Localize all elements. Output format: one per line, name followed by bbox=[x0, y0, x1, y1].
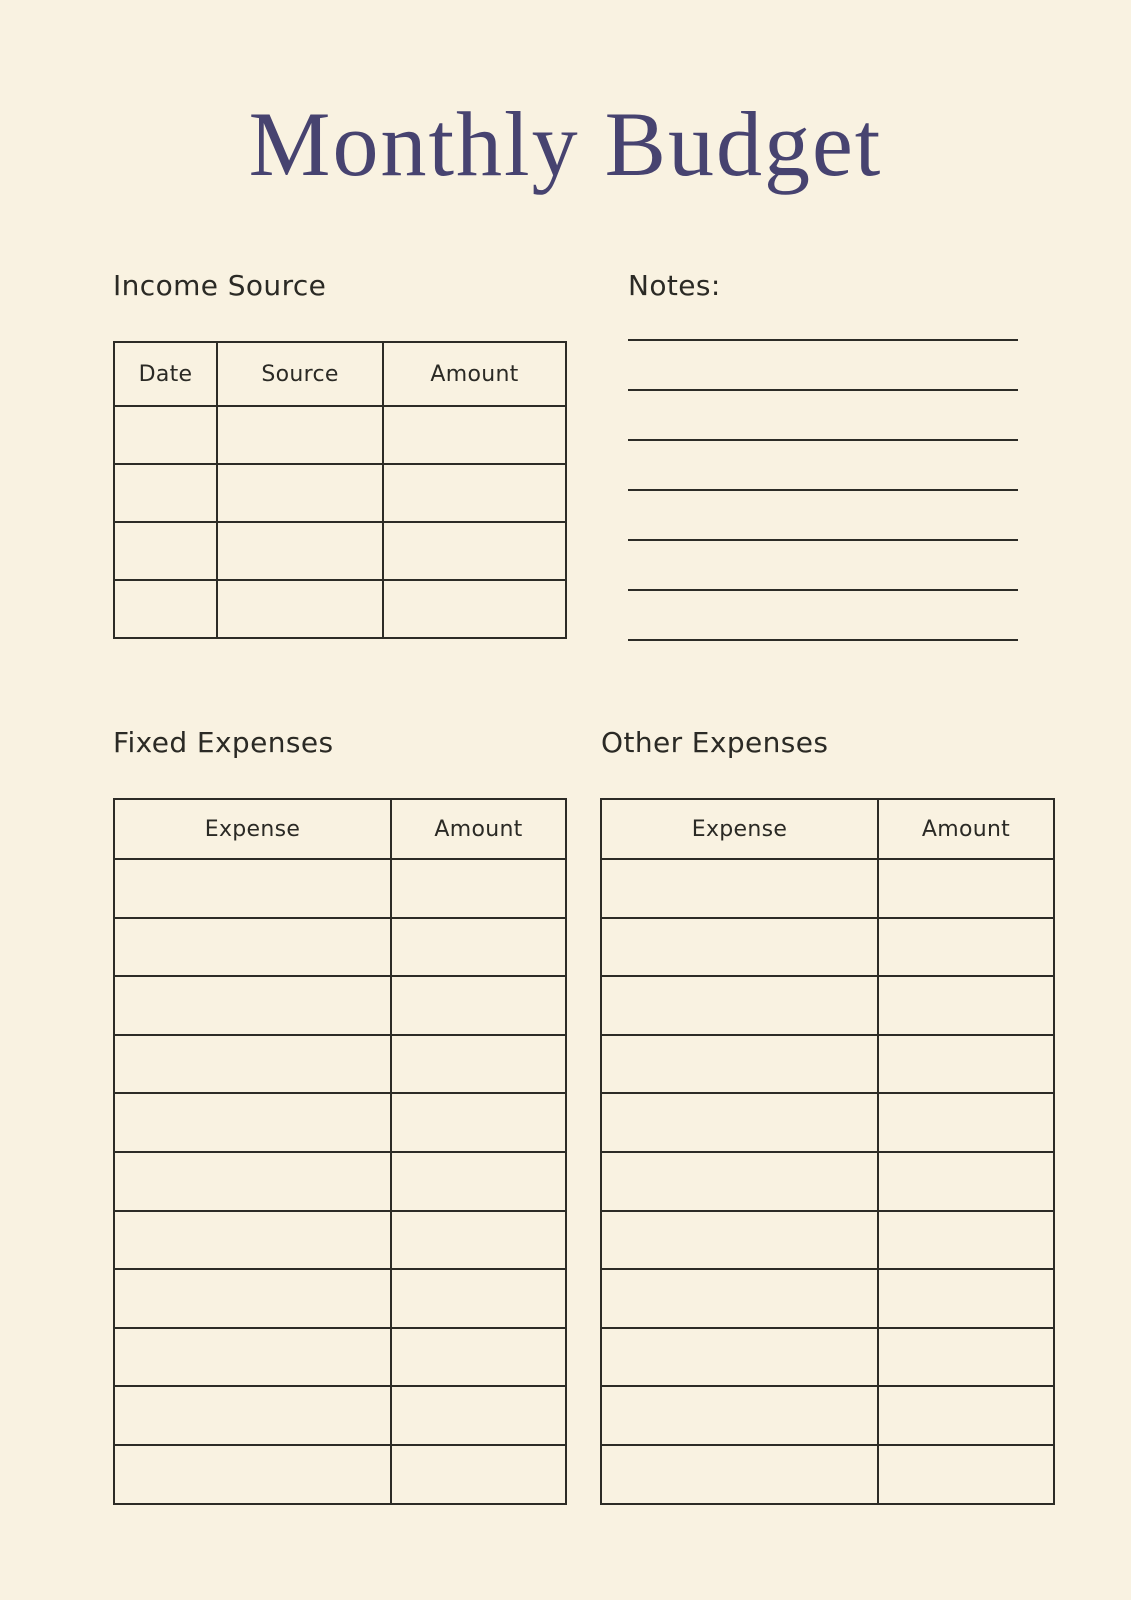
empty-cell bbox=[391, 1152, 566, 1211]
empty-cell bbox=[878, 1211, 1054, 1270]
empty-cell bbox=[878, 918, 1054, 977]
empty-cell bbox=[114, 1152, 391, 1211]
empty-cell bbox=[878, 859, 1054, 918]
income-header-amount: Amount bbox=[383, 342, 566, 406]
empty-table-row bbox=[601, 1269, 1054, 1328]
empty-cell bbox=[601, 1093, 878, 1152]
empty-table-row bbox=[601, 976, 1054, 1035]
note-line bbox=[628, 639, 1018, 641]
note-line bbox=[628, 339, 1018, 341]
empty-table-row bbox=[114, 522, 566, 580]
empty-cell bbox=[391, 1328, 566, 1387]
fixed-header-amount: Amount bbox=[391, 799, 566, 859]
empty-table-row bbox=[601, 1386, 1054, 1445]
empty-cell bbox=[217, 522, 383, 580]
empty-cell bbox=[878, 1269, 1054, 1328]
note-line bbox=[628, 439, 1018, 441]
income-header-date: Date bbox=[114, 342, 217, 406]
empty-cell bbox=[601, 1445, 878, 1504]
empty-cell bbox=[391, 1035, 566, 1094]
empty-cell bbox=[878, 1445, 1054, 1504]
fixed-header-expense: Expense bbox=[114, 799, 391, 859]
empty-table-row bbox=[601, 918, 1054, 977]
other-expenses-heading: Other Expenses bbox=[601, 726, 829, 759]
income-source-heading: Income Source bbox=[113, 269, 327, 302]
empty-cell bbox=[391, 859, 566, 918]
empty-cell bbox=[391, 1093, 566, 1152]
empty-table-row bbox=[601, 1093, 1054, 1152]
empty-cell bbox=[383, 406, 566, 464]
notes-heading: Notes: bbox=[628, 269, 721, 302]
empty-table-row bbox=[114, 859, 566, 918]
empty-table-row bbox=[114, 1269, 566, 1328]
empty-table-row bbox=[114, 918, 566, 977]
empty-cell bbox=[114, 1269, 391, 1328]
note-line bbox=[628, 389, 1018, 391]
empty-table-row bbox=[114, 580, 566, 638]
empty-cell bbox=[601, 918, 878, 977]
empty-table-row bbox=[601, 1211, 1054, 1270]
empty-cell bbox=[114, 1386, 391, 1445]
empty-cell bbox=[217, 464, 383, 522]
empty-table-row bbox=[114, 1328, 566, 1387]
empty-table-row bbox=[114, 1445, 566, 1504]
empty-table-row bbox=[114, 1211, 566, 1270]
empty-cell bbox=[601, 1211, 878, 1270]
income-header-row bbox=[114, 342, 566, 406]
empty-table-row bbox=[114, 1035, 566, 1094]
empty-cell bbox=[114, 1211, 391, 1270]
empty-cell bbox=[114, 522, 217, 580]
empty-cell bbox=[114, 580, 217, 638]
empty-cell bbox=[114, 1445, 391, 1504]
empty-table-row bbox=[601, 1035, 1054, 1094]
empty-cell bbox=[878, 1093, 1054, 1152]
fixed-expenses-heading: Fixed Expenses bbox=[113, 726, 334, 759]
other-expenses-table bbox=[600, 798, 1055, 1505]
empty-cell bbox=[878, 1328, 1054, 1387]
empty-table-row bbox=[114, 1152, 566, 1211]
empty-table-row bbox=[114, 464, 566, 522]
page-title: Monthly Budget bbox=[248, 93, 883, 195]
empty-cell bbox=[391, 1211, 566, 1270]
empty-cell bbox=[391, 1386, 566, 1445]
notes-lines bbox=[628, 339, 1018, 641]
empty-cell bbox=[601, 1035, 878, 1094]
empty-cell bbox=[391, 1445, 566, 1504]
empty-cell bbox=[217, 580, 383, 638]
empty-cell bbox=[391, 976, 566, 1035]
empty-cell bbox=[601, 1386, 878, 1445]
empty-table-row bbox=[601, 1328, 1054, 1387]
empty-cell bbox=[391, 1269, 566, 1328]
empty-cell bbox=[217, 406, 383, 464]
empty-cell bbox=[878, 1152, 1054, 1211]
empty-cell bbox=[114, 464, 217, 522]
empty-cell bbox=[114, 976, 391, 1035]
empty-cell bbox=[114, 1328, 391, 1387]
note-line bbox=[628, 539, 1018, 541]
income-header-source: Source bbox=[217, 342, 383, 406]
empty-cell bbox=[878, 976, 1054, 1035]
empty-table-row bbox=[114, 976, 566, 1035]
empty-cell bbox=[114, 1093, 391, 1152]
other-header-expense: Expense bbox=[601, 799, 878, 859]
empty-table-row bbox=[114, 1093, 566, 1152]
empty-table-row bbox=[114, 406, 566, 464]
other-expenses-header-row bbox=[601, 799, 1054, 859]
note-line bbox=[628, 489, 1018, 491]
empty-table-row bbox=[601, 859, 1054, 918]
fixed-expenses-header-row bbox=[114, 799, 566, 859]
fixed-expenses-table bbox=[113, 798, 567, 1505]
empty-cell bbox=[601, 1328, 878, 1387]
empty-cell bbox=[601, 859, 878, 918]
empty-cell bbox=[601, 1152, 878, 1211]
empty-table-row bbox=[601, 1445, 1054, 1504]
empty-cell bbox=[114, 918, 391, 977]
empty-cell bbox=[114, 1035, 391, 1094]
empty-cell bbox=[878, 1386, 1054, 1445]
empty-cell bbox=[391, 918, 566, 977]
empty-cell bbox=[383, 580, 566, 638]
empty-cell bbox=[601, 976, 878, 1035]
empty-cell bbox=[878, 1035, 1054, 1094]
empty-table-row bbox=[114, 1386, 566, 1445]
empty-cell bbox=[114, 406, 217, 464]
income-source-table bbox=[113, 341, 567, 639]
note-line bbox=[628, 589, 1018, 591]
empty-cell bbox=[383, 464, 566, 522]
empty-cell bbox=[114, 859, 391, 918]
empty-cell bbox=[383, 522, 566, 580]
other-header-amount: Amount bbox=[878, 799, 1054, 859]
empty-cell bbox=[601, 1269, 878, 1328]
empty-table-row bbox=[601, 1152, 1054, 1211]
